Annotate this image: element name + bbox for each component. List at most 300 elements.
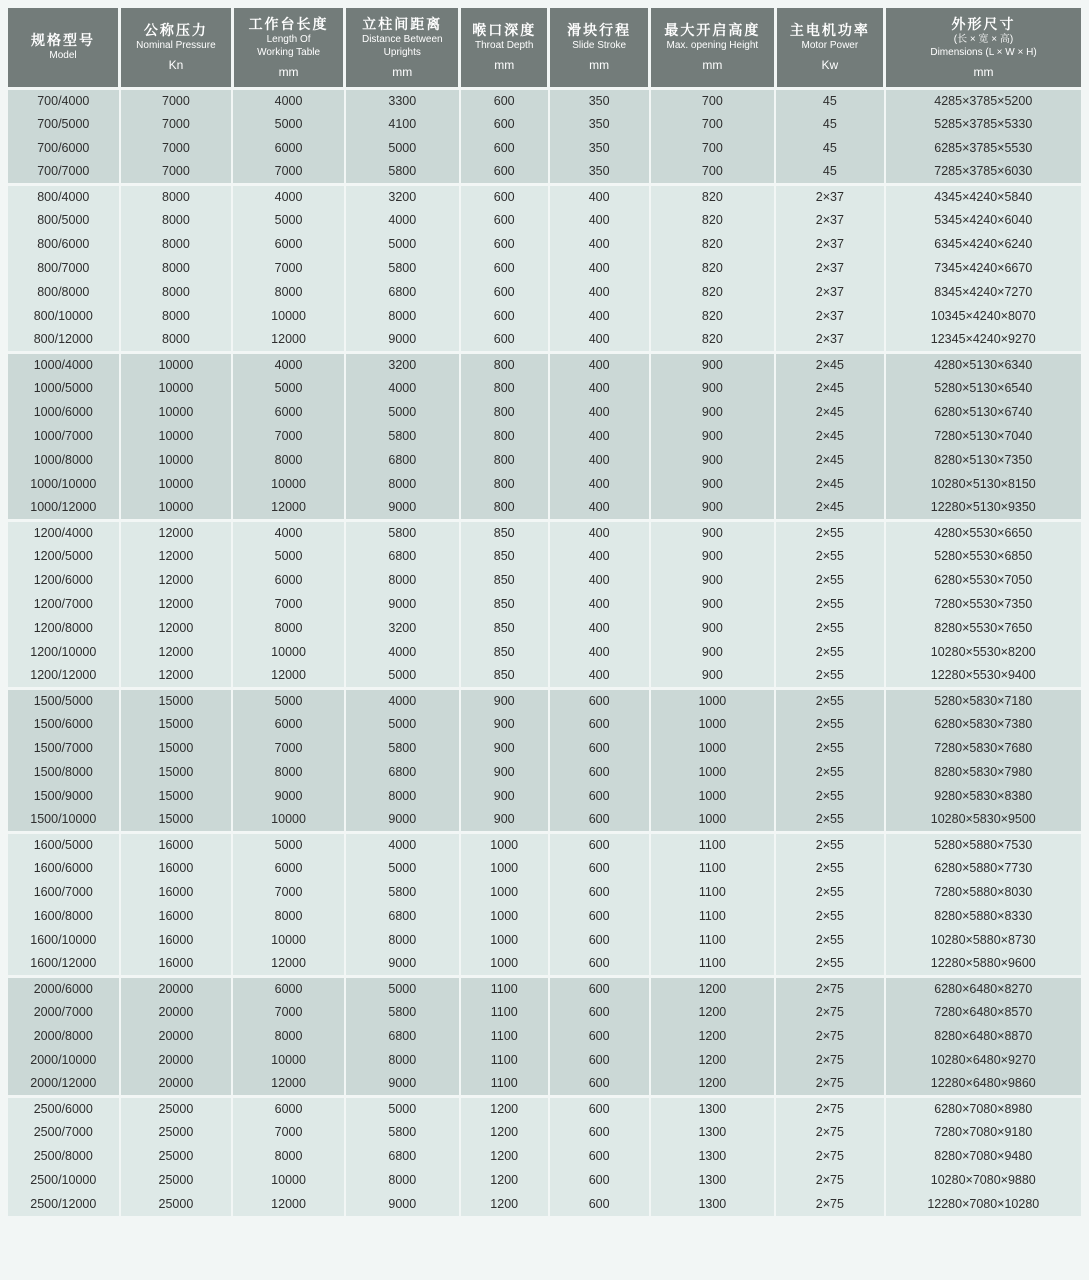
value-cell: 2×37 <box>775 280 884 304</box>
model-cell: 1000/12000 <box>8 496 120 520</box>
column-header-3 <box>232 8 345 88</box>
model-cell: 1600/7000 <box>8 880 120 904</box>
model-cell: 1000/8000 <box>8 448 120 472</box>
value-cell: 6800 <box>345 544 460 568</box>
value-cell: 6345×4240×6240 <box>885 232 1081 256</box>
value-cell: 600 <box>460 160 549 184</box>
table-row <box>8 928 1081 952</box>
model-cell: 1200/10000 <box>8 640 120 664</box>
value-cell: 9000 <box>345 592 460 616</box>
value-cell: 20000 <box>120 1024 233 1048</box>
header-title-en: Working Table <box>257 46 321 58</box>
table-row <box>8 592 1081 616</box>
value-cell: 850 <box>460 640 549 664</box>
value-cell: 10280×5830×9500 <box>885 808 1081 832</box>
value-cell: 800 <box>460 496 549 520</box>
header-title-zh: 最大开启高度 <box>664 22 761 39</box>
value-cell: 900 <box>650 616 776 640</box>
value-cell: 4280×5130×6340 <box>885 352 1081 376</box>
value-cell: 2×45 <box>775 352 884 376</box>
value-cell: 1000 <box>460 904 549 928</box>
value-cell: 9280×5830×8380 <box>885 784 1081 808</box>
value-cell: 5000 <box>232 376 345 400</box>
table-row <box>8 208 1081 232</box>
value-cell: 2×55 <box>775 760 884 784</box>
value-cell: 1100 <box>460 1024 549 1048</box>
value-cell: 10000 <box>120 472 233 496</box>
value-cell: 350 <box>549 160 650 184</box>
value-cell: 900 <box>650 400 776 424</box>
value-cell: 600 <box>549 1120 650 1144</box>
value-cell: 2×75 <box>775 1192 884 1216</box>
value-cell: 9000 <box>345 808 460 832</box>
table-row <box>8 736 1081 760</box>
model-cell: 1600/5000 <box>8 832 120 856</box>
value-cell: 10280×5530×8200 <box>885 640 1081 664</box>
value-cell: 600 <box>460 280 549 304</box>
header-unit: mm <box>702 58 723 73</box>
value-cell: 5800 <box>345 520 460 544</box>
value-cell: 2×37 <box>775 304 884 328</box>
header-unit: mm <box>392 64 413 79</box>
value-cell: 45 <box>775 160 884 184</box>
model-cell: 800/5000 <box>8 208 120 232</box>
value-cell: 900 <box>650 352 776 376</box>
table-row <box>8 376 1081 400</box>
value-cell: 6280×5130×6740 <box>885 400 1081 424</box>
value-cell: 5000 <box>345 400 460 424</box>
value-cell: 12345×4240×9270 <box>885 328 1081 352</box>
value-cell: 5280×5880×7530 <box>885 832 1081 856</box>
value-cell: 6800 <box>345 1144 460 1168</box>
value-cell: 600 <box>549 856 650 880</box>
model-cell: 2000/8000 <box>8 1024 120 1048</box>
table-row <box>8 1024 1081 1048</box>
value-cell: 4000 <box>232 184 345 208</box>
model-cell: 800/6000 <box>8 232 120 256</box>
value-cell: 15000 <box>120 808 233 832</box>
value-cell: 2×45 <box>775 424 884 448</box>
value-cell: 400 <box>549 376 650 400</box>
table-row <box>8 880 1081 904</box>
value-cell: 12280×5130×9350 <box>885 496 1081 520</box>
value-cell: 400 <box>549 496 650 520</box>
value-cell: 700 <box>650 160 776 184</box>
value-cell: 820 <box>650 208 776 232</box>
value-cell: 900 <box>460 784 549 808</box>
value-cell: 7280×5880×8030 <box>885 880 1081 904</box>
value-cell: 2×75 <box>775 1096 884 1120</box>
value-cell: 600 <box>549 952 650 976</box>
value-cell: 8000 <box>232 616 345 640</box>
header-title-en: Nominal Pressure <box>136 40 216 52</box>
value-cell: 900 <box>460 760 549 784</box>
value-cell: 7000 <box>232 160 345 184</box>
value-cell: 12000 <box>120 592 233 616</box>
value-cell: 850 <box>460 544 549 568</box>
value-cell: 5000 <box>345 1096 460 1120</box>
value-cell: 10000 <box>232 808 345 832</box>
header-row <box>8 8 1081 88</box>
value-cell: 5000 <box>232 688 345 712</box>
value-cell: 2×55 <box>775 712 884 736</box>
table-row <box>8 808 1081 832</box>
value-cell: 4345×4240×5840 <box>885 184 1081 208</box>
value-cell: 5000 <box>232 208 345 232</box>
table-row <box>8 496 1081 520</box>
value-cell: 400 <box>549 592 650 616</box>
model-cell: 800/8000 <box>8 280 120 304</box>
value-cell: 600 <box>549 688 650 712</box>
value-cell: 400 <box>549 184 650 208</box>
value-cell: 5000 <box>232 544 345 568</box>
value-cell: 700 <box>650 112 776 136</box>
value-cell: 6280×7080×8980 <box>885 1096 1081 1120</box>
value-cell: 1000 <box>650 688 776 712</box>
value-cell: 400 <box>549 448 650 472</box>
value-cell: 15000 <box>120 688 233 712</box>
value-cell: 1200 <box>460 1168 549 1192</box>
header-title-en: Dimensions (L × W × H) <box>930 46 1037 58</box>
table-row <box>8 904 1081 928</box>
header-title-zh: 喉口深度 <box>472 22 537 39</box>
value-cell: 12000 <box>120 616 233 640</box>
header-title-en: Uprights <box>383 46 421 58</box>
value-cell: 400 <box>549 400 650 424</box>
column-header-4 <box>345 8 460 88</box>
value-cell: 600 <box>460 232 549 256</box>
header-title-en: Length Of <box>266 33 311 45</box>
table-row <box>8 472 1081 496</box>
value-cell: 2×55 <box>775 880 884 904</box>
value-cell: 2×55 <box>775 832 884 856</box>
model-cell: 1500/7000 <box>8 736 120 760</box>
spec-table <box>8 8 1081 1216</box>
table-row <box>8 1120 1081 1144</box>
value-cell: 20000 <box>120 1048 233 1072</box>
model-cell: 2500/7000 <box>8 1120 120 1144</box>
model-cell: 1000/10000 <box>8 472 120 496</box>
table-row <box>8 1096 1081 1120</box>
value-cell: 7000 <box>232 424 345 448</box>
value-cell: 6285×3785×5530 <box>885 136 1081 160</box>
value-cell: 16000 <box>120 856 233 880</box>
table-row <box>8 352 1081 376</box>
header-title-zh: 外形尺寸 <box>951 15 1016 32</box>
value-cell: 4000 <box>345 208 460 232</box>
value-cell: 600 <box>549 760 650 784</box>
value-cell: 900 <box>650 376 776 400</box>
value-cell: 400 <box>549 232 650 256</box>
model-cell: 800/10000 <box>8 304 120 328</box>
table-row <box>8 1192 1081 1216</box>
value-cell: 8000 <box>232 904 345 928</box>
value-cell: 6280×5830×7380 <box>885 712 1081 736</box>
value-cell: 5800 <box>345 1000 460 1024</box>
value-cell: 10000 <box>120 352 233 376</box>
value-cell: 700 <box>650 88 776 112</box>
value-cell: 7280×6480×8570 <box>885 1000 1081 1024</box>
model-cell: 800/7000 <box>8 256 120 280</box>
column-header-1 <box>8 8 120 88</box>
model-cell: 1500/6000 <box>8 712 120 736</box>
model-cell: 1200/4000 <box>8 520 120 544</box>
value-cell: 8000 <box>232 280 345 304</box>
table-row <box>8 832 1081 856</box>
value-cell: 5000 <box>232 832 345 856</box>
value-cell: 350 <box>549 136 650 160</box>
value-cell: 900 <box>650 496 776 520</box>
value-cell: 400 <box>549 352 650 376</box>
value-cell: 1200 <box>650 1072 776 1096</box>
value-cell: 5000 <box>345 712 460 736</box>
value-cell: 12000 <box>232 328 345 352</box>
value-cell: 2×55 <box>775 736 884 760</box>
value-cell: 820 <box>650 304 776 328</box>
value-cell: 1200 <box>460 1120 549 1144</box>
value-cell: 600 <box>460 136 549 160</box>
value-cell: 10000 <box>120 496 233 520</box>
value-cell: 8000 <box>345 784 460 808</box>
value-cell: 6800 <box>345 280 460 304</box>
header-unit: mm <box>494 58 515 73</box>
value-cell: 3300 <box>345 88 460 112</box>
value-cell: 6000 <box>232 856 345 880</box>
table-row <box>8 1072 1081 1096</box>
value-cell: 1200 <box>650 1000 776 1024</box>
table-row <box>8 856 1081 880</box>
value-cell: 2×55 <box>775 568 884 592</box>
value-cell: 8000 <box>345 1048 460 1072</box>
value-cell: 2×55 <box>775 616 884 640</box>
column-header-9 <box>885 8 1081 88</box>
value-cell: 400 <box>549 208 650 232</box>
model-cell: 1600/6000 <box>8 856 120 880</box>
value-cell: 900 <box>650 472 776 496</box>
value-cell: 850 <box>460 520 549 544</box>
value-cell: 9000 <box>232 784 345 808</box>
value-cell: 9000 <box>345 328 460 352</box>
value-cell: 4000 <box>345 832 460 856</box>
value-cell: 1300 <box>650 1192 776 1216</box>
value-cell: 8000 <box>120 208 233 232</box>
header-unit: mm <box>973 64 994 79</box>
value-cell: 8280×7080×9480 <box>885 1144 1081 1168</box>
value-cell: 6000 <box>232 136 345 160</box>
value-cell: 400 <box>549 640 650 664</box>
value-cell: 1000 <box>460 880 549 904</box>
model-cell: 800/12000 <box>8 328 120 352</box>
value-cell: 1000 <box>460 928 549 952</box>
value-cell: 12000 <box>120 664 233 688</box>
value-cell: 8000 <box>345 1168 460 1192</box>
value-cell: 600 <box>549 880 650 904</box>
value-cell: 1100 <box>650 928 776 952</box>
value-cell: 10280×6480×9270 <box>885 1048 1081 1072</box>
value-cell: 12280×5530×9400 <box>885 664 1081 688</box>
value-cell: 5000 <box>232 112 345 136</box>
value-cell: 5800 <box>345 1120 460 1144</box>
model-cell: 1600/10000 <box>8 928 120 952</box>
value-cell: 400 <box>549 256 650 280</box>
value-cell: 8000 <box>120 328 233 352</box>
model-cell: 1600/8000 <box>8 904 120 928</box>
value-cell: 600 <box>549 1000 650 1024</box>
value-cell: 2×55 <box>775 856 884 880</box>
table-row <box>8 88 1081 112</box>
value-cell: 1000 <box>650 784 776 808</box>
value-cell: 600 <box>549 808 650 832</box>
value-cell: 12000 <box>120 640 233 664</box>
value-cell: 400 <box>549 280 650 304</box>
value-cell: 16000 <box>120 952 233 976</box>
value-cell: 16000 <box>120 928 233 952</box>
value-cell: 1200 <box>650 1024 776 1048</box>
value-cell: 9000 <box>345 952 460 976</box>
value-cell: 1000 <box>650 736 776 760</box>
model-cell: 1500/9000 <box>8 784 120 808</box>
value-cell: 5800 <box>345 160 460 184</box>
value-cell: 900 <box>460 688 549 712</box>
value-cell: 25000 <box>120 1192 233 1216</box>
value-cell: 6000 <box>232 976 345 1000</box>
table-row <box>8 256 1081 280</box>
table-row <box>8 712 1081 736</box>
header-title-en: Model <box>49 50 77 62</box>
value-cell: 600 <box>549 832 650 856</box>
value-cell: 1100 <box>650 904 776 928</box>
value-cell: 1100 <box>460 976 549 1000</box>
value-cell: 6800 <box>345 448 460 472</box>
value-cell: 600 <box>460 88 549 112</box>
value-cell: 350 <box>549 88 650 112</box>
value-cell: 7280×5830×7680 <box>885 736 1081 760</box>
header-title-en: Motor Power <box>801 40 859 52</box>
model-cell: 1200/7000 <box>8 592 120 616</box>
value-cell: 9000 <box>345 496 460 520</box>
value-cell: 12000 <box>232 1072 345 1096</box>
value-cell: 5000 <box>345 976 460 1000</box>
value-cell: 6000 <box>232 232 345 256</box>
value-cell: 8000 <box>345 472 460 496</box>
value-cell: 12000 <box>232 496 345 520</box>
value-cell: 900 <box>460 712 549 736</box>
value-cell: 820 <box>650 256 776 280</box>
table-row <box>8 1144 1081 1168</box>
value-cell: 7345×4240×6670 <box>885 256 1081 280</box>
table-row <box>8 304 1081 328</box>
value-cell: 10000 <box>232 472 345 496</box>
header-unit: mm <box>589 58 610 73</box>
model-cell: 2000/7000 <box>8 1000 120 1024</box>
table-row <box>8 112 1081 136</box>
value-cell: 820 <box>650 184 776 208</box>
value-cell: 2×75 <box>775 1144 884 1168</box>
value-cell: 2×75 <box>775 1168 884 1192</box>
value-cell: 25000 <box>120 1120 233 1144</box>
value-cell: 9000 <box>345 1072 460 1096</box>
table-row <box>8 424 1081 448</box>
value-cell: 8000 <box>232 760 345 784</box>
value-cell: 12000 <box>232 664 345 688</box>
value-cell: 10280×5130×8150 <box>885 472 1081 496</box>
value-cell: 4000 <box>232 88 345 112</box>
value-cell: 850 <box>460 664 549 688</box>
model-cell: 2000/10000 <box>8 1048 120 1072</box>
value-cell: 8000 <box>120 280 233 304</box>
model-cell: 2500/8000 <box>8 1144 120 1168</box>
value-cell: 8280×5530×7650 <box>885 616 1081 640</box>
value-cell: 400 <box>549 568 650 592</box>
value-cell: 4000 <box>345 688 460 712</box>
value-cell: 600 <box>549 976 650 1000</box>
table-row <box>8 448 1081 472</box>
model-group-1500 <box>8 688 1081 832</box>
value-cell: 820 <box>650 328 776 352</box>
value-cell: 2×55 <box>775 544 884 568</box>
value-cell: 12000 <box>232 1192 345 1216</box>
model-group-1600 <box>8 832 1081 976</box>
value-cell: 2×55 <box>775 808 884 832</box>
table-row <box>8 544 1081 568</box>
value-cell: 3200 <box>345 184 460 208</box>
value-cell: 2×37 <box>775 208 884 232</box>
value-cell: 2×55 <box>775 784 884 808</box>
table-row <box>8 232 1081 256</box>
value-cell: 4000 <box>345 640 460 664</box>
table-row <box>8 568 1081 592</box>
model-cell: 800/4000 <box>8 184 120 208</box>
header-unit: mm <box>278 64 299 79</box>
value-cell: 1200 <box>460 1096 549 1120</box>
header-title-zh: 主电机功率 <box>789 22 870 39</box>
model-cell: 700/5000 <box>8 112 120 136</box>
value-cell: 8000 <box>232 448 345 472</box>
value-cell: 5800 <box>345 256 460 280</box>
value-cell: 600 <box>549 1024 650 1048</box>
value-cell: 800 <box>460 424 549 448</box>
value-cell: 600 <box>549 1048 650 1072</box>
model-cell: 700/6000 <box>8 136 120 160</box>
value-cell: 8280×5130×7350 <box>885 448 1081 472</box>
value-cell: 800 <box>460 448 549 472</box>
value-cell: 2×37 <box>775 184 884 208</box>
value-cell: 10000 <box>120 400 233 424</box>
value-cell: 600 <box>460 328 549 352</box>
value-cell: 1100 <box>650 832 776 856</box>
value-cell: 1000 <box>650 808 776 832</box>
value-cell: 1200 <box>460 1144 549 1168</box>
value-cell: 8000 <box>120 184 233 208</box>
value-cell: 8280×6480×8870 <box>885 1024 1081 1048</box>
value-cell: 8000 <box>345 304 460 328</box>
value-cell: 6280×5530×7050 <box>885 568 1081 592</box>
value-cell: 20000 <box>120 1000 233 1024</box>
value-cell: 600 <box>460 112 549 136</box>
value-cell: 7000 <box>232 592 345 616</box>
value-cell: 600 <box>460 208 549 232</box>
value-cell: 800 <box>460 352 549 376</box>
value-cell: 7285×3785×6030 <box>885 160 1081 184</box>
value-cell: 900 <box>650 448 776 472</box>
value-cell: 900 <box>650 592 776 616</box>
value-cell: 12000 <box>120 520 233 544</box>
value-cell: 600 <box>549 712 650 736</box>
value-cell: 4280×5530×6650 <box>885 520 1081 544</box>
value-cell: 7000 <box>232 736 345 760</box>
value-cell: 5345×4240×6040 <box>885 208 1081 232</box>
value-cell: 1200 <box>650 976 776 1000</box>
